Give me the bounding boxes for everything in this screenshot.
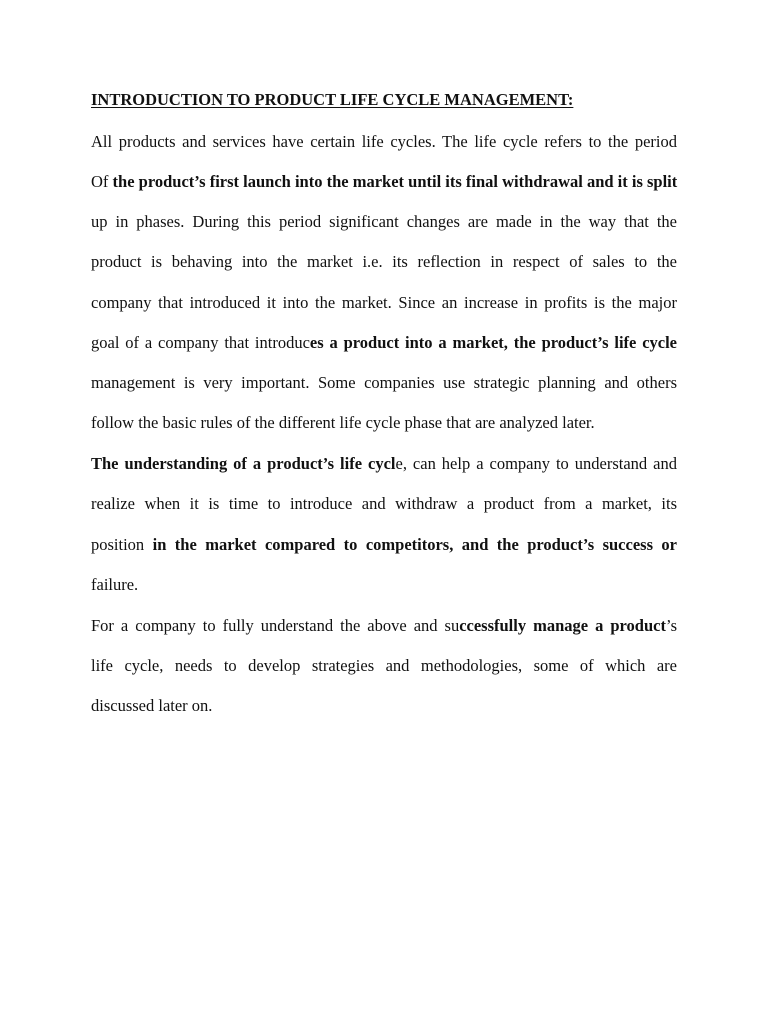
bold-text-segment: the product’s first launch into the market until its final withdrawal and it is split [112,172,678,191]
paragraph-2-line-4: failure. [91,575,139,594]
document-heading: INTRODUCTION TO PRODUCT LIFE CYCLE MANAGEMENT: [91,90,574,109]
text-segment: position [91,535,153,554]
paragraph-1-line-5: company that introduced it into the market. Since an increase in profits is the major [91,293,677,312]
bold-text-segment: in the market compared to competitors, and the product’s success or [152,535,677,554]
bold-text-segment: The understanding of a product’s life cycl [91,454,396,473]
paragraph-3-line-2: life cycle, needs to develop strategies and methodologies, some of which are [91,656,677,675]
paragraph-3-line-1 [91,616,677,636]
paragraph-1-line-4: product is behaving into the market i.e. its reflection in respect of sales to the [91,252,677,271]
bold-text-segment: ccessfully manage a product [459,616,666,635]
paragraph-1-line-8: follow the basic rules of the different life cycle phase that are analyzed later. [91,413,595,432]
text-segment: Of [91,172,113,191]
text-segment: e, can help a company to understand and [395,454,677,473]
paragraph-2-line-3 [91,535,677,555]
text-segment: goal of a company that introduc [91,333,310,352]
paragraph-3-line-3: discussed later on. [91,696,213,715]
paragraph-1-line-3: up in phases. During this period significant changes are made in the way that the [91,212,677,231]
paragraph-2-line-2: realize when it is time to introduce and withdraw a product from a market, its [91,494,677,513]
text-segment: ’s [665,616,677,635]
paragraph-2-line-1 [91,454,677,474]
paragraph-1-line-6 [91,333,677,353]
paragraph-1-line-7: management is very important. Some companies use strategic planning and others [91,373,677,392]
text-segment: For a company to fully understand the above and su [91,616,460,635]
bold-text-segment: es a product into a market, the product’s life cycle [309,333,678,352]
paragraph-1-line-2 [91,172,677,192]
paragraph-1-line-1: All products and services have certain life cycles. The life cycle refers to the period [91,132,677,151]
